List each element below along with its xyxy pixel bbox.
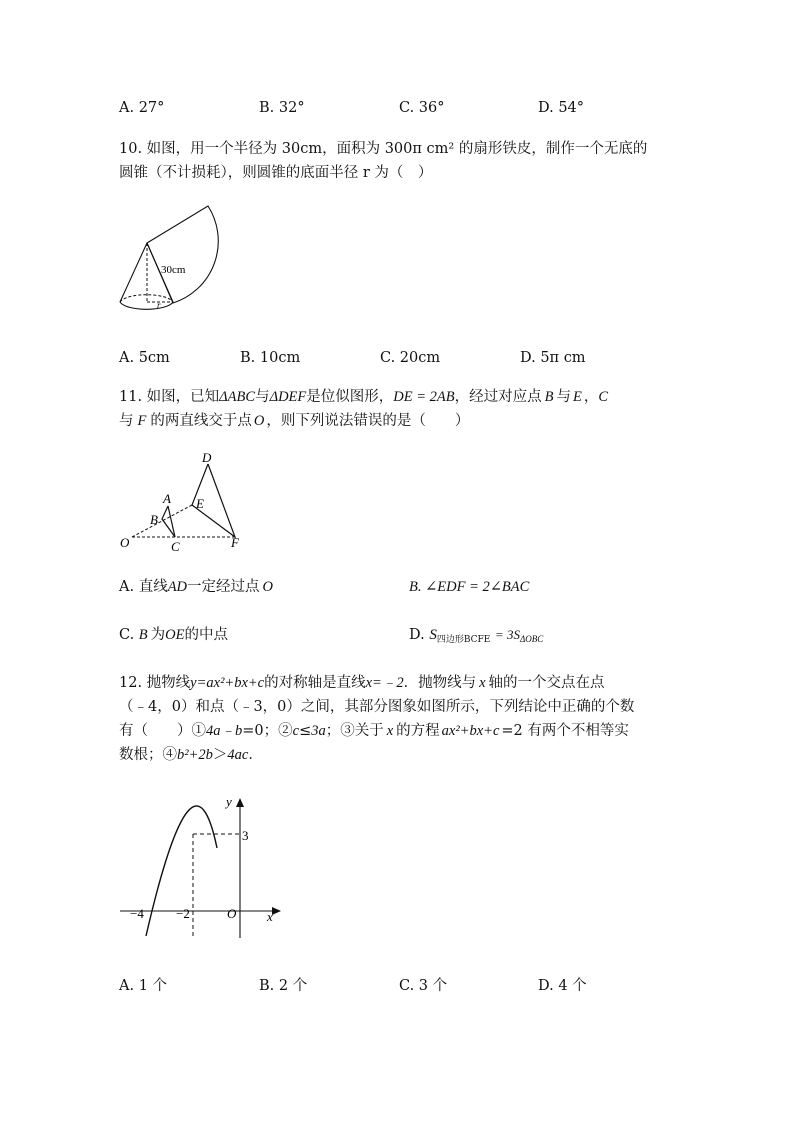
q12-stem-line4: 数根；④b²+2b＞4ac． [119, 747, 263, 763]
point-f: F [231, 535, 239, 550]
x-axis-label: x [267, 909, 273, 924]
triangle-abc [162, 506, 175, 537]
q10-option-c: C. 20cm [380, 350, 441, 366]
q11-option-d: D. $S_{四边形BCFE} = 3S_{\Delta OBC}$ [409, 627, 544, 645]
q10-stem-line2: 圆锥（不计损耗），则圆锥的底面半径 r 为（ ） [119, 165, 433, 181]
q10-stem-line1: 10. 如图，用一个半径为 30cm，面积为 300π cm² 的扇形铁皮，制作一个无底的 [119, 141, 648, 157]
q11-option-c: C. B 为OE的中点 [119, 627, 228, 643]
sector-outline [147, 206, 218, 303]
q12-option-a: A. 1 个 [119, 978, 168, 994]
cone-base-front [120, 302, 173, 309]
q12-stem-line3: 有（ ）①4a﹣b=0；②c≤3a；③关于 x 的方程 ax²+bx+c =2 有两个不相等实 [119, 723, 629, 739]
homothety-figure [112, 448, 252, 556]
q12-stem-line2: （﹣4，0）和点（﹣3，0）之间，其部分图象如图所示，下列结论中正确的个数 [119, 699, 635, 715]
q10-option-a: A. 5cm [119, 350, 170, 366]
tick-label-3: 3 [242, 828, 249, 843]
q9-option-d: D. 54° [538, 100, 585, 116]
point-e: E [196, 496, 204, 511]
line-o-e [132, 505, 192, 537]
q10-option-d: D. 5π cm [520, 350, 586, 366]
tick-label-neg4: −4 [130, 906, 144, 921]
parabola-graph [115, 790, 290, 945]
point-a: A [163, 491, 171, 506]
q12-stem-line1: 12. 抛物线y=ax²+bx+c的对称轴是直线x=﹣2．抛物线与 x 轴的一个交点在点 [119, 675, 605, 691]
q11-option-a: A. 直线AD一定经过点 O [119, 579, 274, 595]
q12-option-c: C. 3 个 [399, 978, 448, 994]
q9-option-a: A. 27° [119, 100, 165, 116]
q10-option-b: B. 10cm [240, 350, 301, 366]
point-d: D [202, 450, 212, 465]
x-axis-arrow [272, 907, 281, 915]
tick-label-neg2: −2 [176, 906, 190, 921]
q12-option-d: D. 4 个 [538, 978, 587, 994]
radius-label-r: r [157, 300, 161, 310]
origin-label: O [227, 906, 237, 921]
y-axis-arrow [236, 798, 244, 807]
point-c: C [171, 539, 180, 554]
cone-sector-figure [110, 195, 230, 330]
cone-left-side [120, 243, 147, 302]
q12-option-b: B. 2 个 [259, 978, 308, 994]
q11-option-b: B. ∠EDF = 2∠BAC [409, 579, 530, 595]
q9-option-c: C. 36° [399, 100, 445, 116]
q11-stem-line1: 11. 如图，已知ΔABC与ΔDEF是位似图形，DE = 2AB，经过对应点 B 与 E ，C [119, 389, 608, 405]
radius-label-30cm: 30cm [161, 264, 186, 276]
q11-stem-line2: 与 F 的两直线交于点 O ，则下列说法错误的是（ ） [119, 413, 470, 429]
point-o: O [120, 535, 130, 550]
y-axis-label: y [226, 794, 232, 809]
q9-option-b: B. 32° [259, 100, 305, 116]
point-b: B [150, 512, 158, 527]
